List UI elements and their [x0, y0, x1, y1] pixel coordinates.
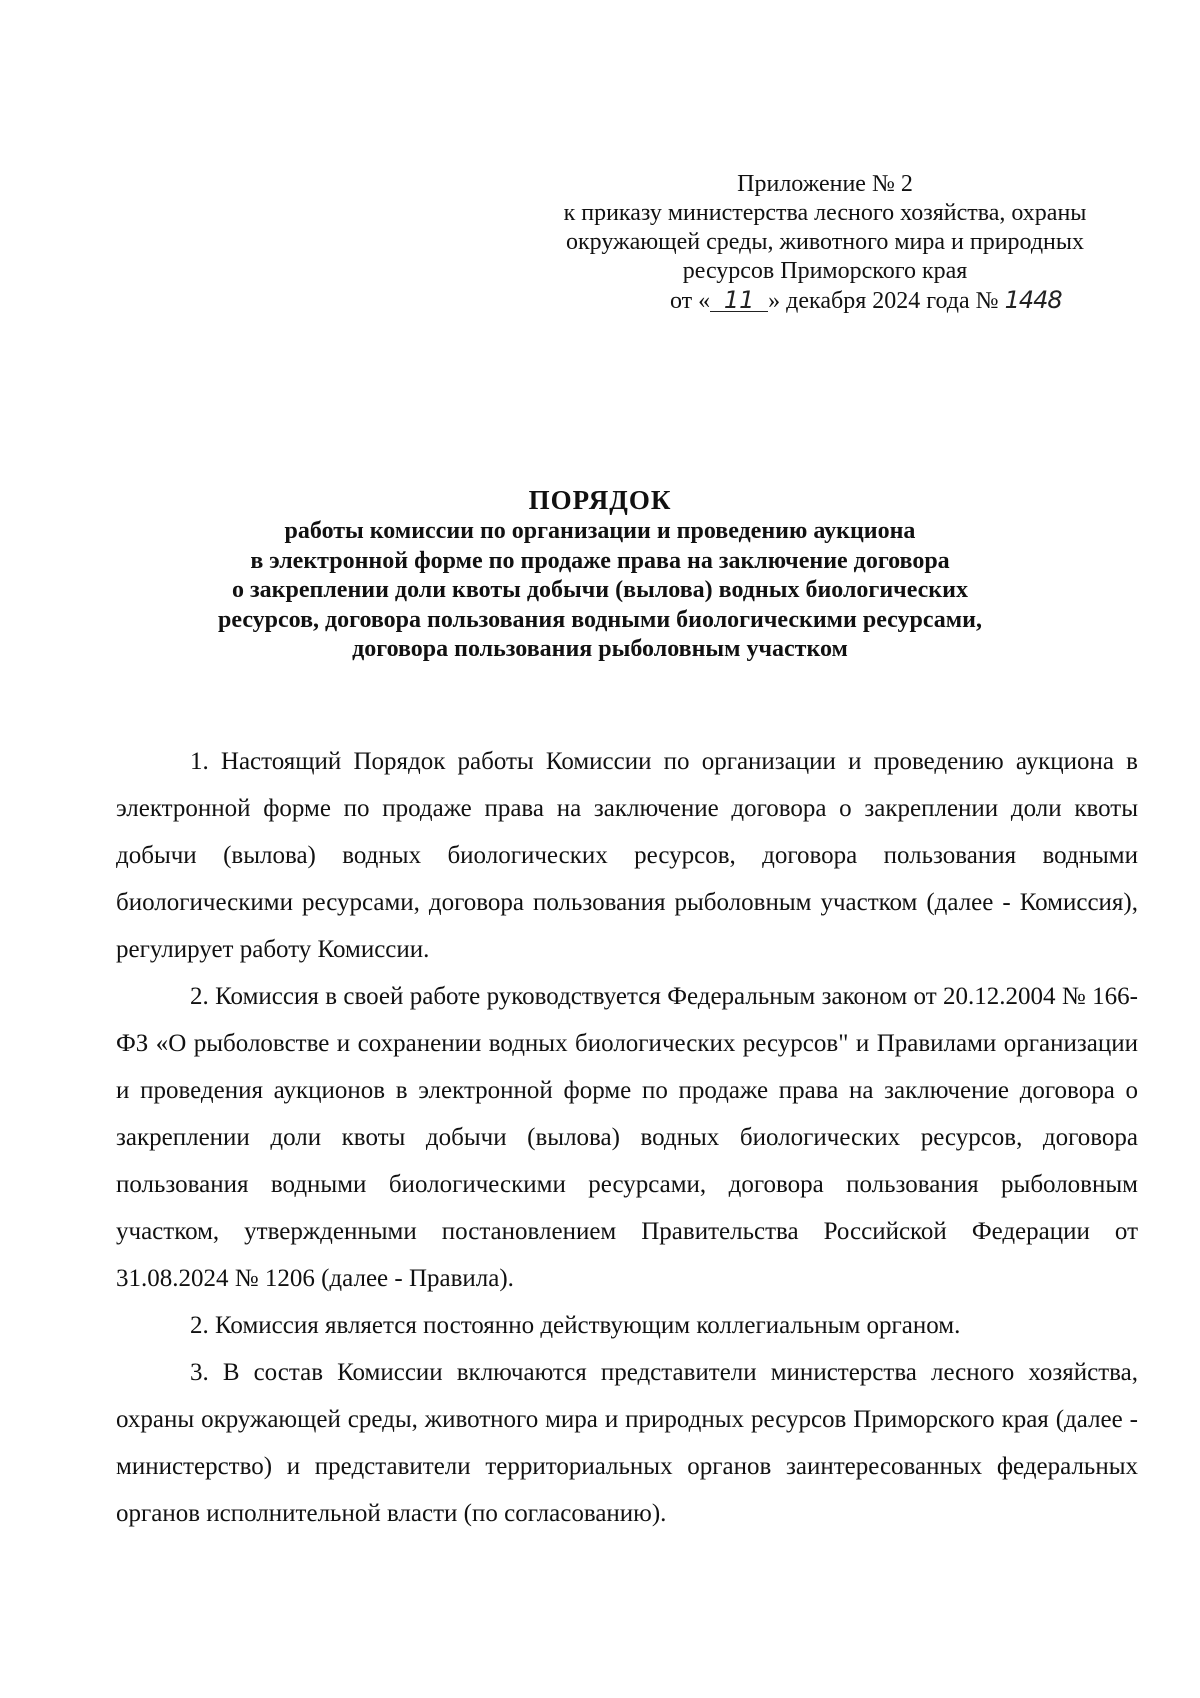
date-middle: » декабря 2024 года № [768, 288, 999, 314]
title-subtitle-line-5: договора пользования рыболовным участком [352, 636, 848, 662]
handwritten-order-number: 1448 [1004, 286, 1062, 314]
document-title [90, 483, 1110, 665]
title-subtitle-line-1: работы комиссии по организации и проведению аукциона [284, 518, 916, 544]
date-prefix: от « [670, 288, 711, 314]
appendix-number: Приложение № 2 [737, 171, 913, 197]
appendix-line-3: ресурсов Приморского края [682, 258, 968, 284]
appendix-line-1: к приказу министерства лесного хозяйства, охраны [563, 200, 1087, 226]
appendix-line-2: окружающей среды, животного мира и природных [565, 229, 1085, 255]
order-date-line [670, 286, 1130, 316]
title-subtitle-line-2: в электронной форме по продаже права на заключение договора [250, 547, 950, 574]
handwritten-day: 11 [710, 289, 768, 312]
paragraph-2-bis: 2. Комиссия является постоянно действующим коллегиальным органом. [190, 1312, 961, 1339]
paragraph-3: 3. В состав Комиссии включаются представители министерства лесного хозяйства, охраны окружающей среды, животного мира и природных ресурсов Приморского края (далее - министерство) и представители территориальных органов заинтересованных федеральных органов исполнительной власти (по согласованию). [116, 1359, 1138, 1527]
paragraph-2: 2. Комиссия в своей работе руководствуется Федеральным законом от 20.12.2004 № 166-ФЗ «О рыболовстве и сохранении водных биологических ресурсов" и Правилами организации и проведения аукционов в электронной форме по продаже права на заключение договора о закреплении доли квоты добычи (вылова) водных биологических ресурсов, договора пользования водными биологическими ресурсами, договора пользования рыболовным участком, утвержденными постановлением Правительства Российской Федерации от 31.08.2024 № 1206 (далее - Правила). [116, 983, 1138, 1292]
title-subtitle-line-4: ресурсов, договора пользования водными биологическими ресурсами, [218, 606, 982, 633]
title-subtitle-line-3: о закреплении доли квоты добычи (вылова) водных биологических [232, 577, 968, 603]
document-body [116, 738, 1138, 1537]
paragraph-1: 1. Настоящий Порядок работы Комиссии по организации и проведению аукциона в электронной форме по продаже права на заключение договора о закреплении доли квоты добычи (вылова) водных биологических ресурсов, договора пользования водными биологическими ресурсами, договора пользования рыболовным участком (далее - Комиссия), регулирует работу Комиссии. [116, 748, 1138, 963]
appendix-header [520, 170, 1130, 316]
title-main: ПОРЯДОК [528, 485, 672, 515]
